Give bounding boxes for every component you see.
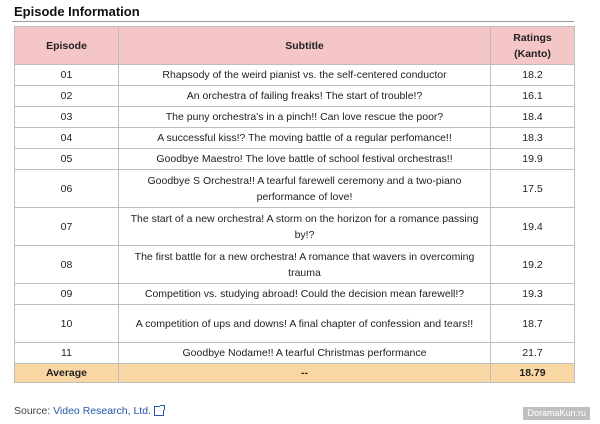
watermark: DoramaKun.ru (523, 407, 590, 420)
table-row (15, 65, 575, 86)
episode-rating: 19.2 (491, 246, 575, 284)
source-label: Source: (14, 405, 51, 417)
episode-subtitle: An orchestra of failing freaks! The start of trouble!? (119, 86, 491, 107)
table-header-row (15, 27, 575, 65)
table-row (15, 128, 575, 149)
episode-rating: 17.5 (491, 170, 575, 208)
episode-subtitle: Competition vs. studying abroad! Could the decision mean farewell!? (119, 284, 491, 305)
header-subtitle: Subtitle (119, 27, 491, 65)
episode-number: 11 (15, 343, 119, 364)
episode-number: 04 (15, 128, 119, 149)
episode-rating: 18.4 (491, 107, 575, 128)
table-row (15, 284, 575, 305)
episode-number: 10 (15, 305, 119, 343)
episode-subtitle: The puny orchestra's in a pinch!! Can love rescue the poor? (119, 107, 491, 128)
table-row (15, 170, 575, 208)
table-row (15, 305, 575, 343)
episode-subtitle: Goodbye Maestro! The love battle of school festival orchestras!! (119, 149, 491, 170)
episode-rating: 19.3 (491, 284, 575, 305)
episode-subtitle: Goodbye S Orchestra!! A tearful farewell ceremony and a two-piano performance of love! (119, 170, 491, 208)
header-ratings-line1: Ratings (513, 31, 552, 44)
table-row (15, 107, 575, 128)
episode-subtitle: The first battle for a new orchestra! A romance that wavers in overcoming trauma (119, 246, 491, 284)
episode-rating: 18.3 (491, 128, 575, 149)
episode-number: 09 (15, 284, 119, 305)
episode-number: 03 (15, 107, 119, 128)
episode-rating: 19.9 (491, 149, 575, 170)
episode-subtitle: Rhapsody of the weird pianist vs. the self-centered conductor (119, 65, 491, 86)
table-row (15, 208, 575, 246)
episode-number: 06 (15, 170, 119, 208)
average-label: Average (15, 364, 119, 383)
table-row (15, 149, 575, 170)
table-row (15, 86, 575, 107)
header-episode: Episode (15, 27, 119, 65)
episode-number: 02 (15, 86, 119, 107)
episode-rating: 16.1 (491, 86, 575, 107)
episode-rating: 21.7 (491, 343, 575, 364)
episode-number: 08 (15, 246, 119, 284)
episode-table (14, 26, 575, 383)
external-link-icon (154, 406, 164, 416)
title-divider (12, 21, 574, 22)
episode-rating: 18.7 (491, 305, 575, 343)
average-row (15, 364, 575, 383)
episode-subtitle: A successful kiss!? The moving battle of a regular perfomance!! (119, 128, 491, 149)
episode-rating: 18.2 (491, 65, 575, 86)
average-subtitle: -- (119, 364, 491, 383)
source-link[interactable] (53, 405, 164, 417)
episode-number: 01 (15, 65, 119, 86)
average-rating: 18.79 (491, 364, 575, 383)
episode-number: 07 (15, 208, 119, 246)
table-row (15, 343, 575, 364)
page-title: Episode Information (14, 4, 140, 19)
source-line (14, 405, 164, 417)
source-link-text: Video Research, Ltd. (53, 405, 151, 417)
episode-subtitle: A competition of ups and downs! A final chapter of confession and tears!! (119, 305, 491, 343)
episode-rating: 19.4 (491, 208, 575, 246)
header-ratings-line2: (Kanto) (514, 47, 551, 60)
table-row (15, 246, 575, 284)
episode-number: 05 (15, 149, 119, 170)
episode-subtitle: Goodbye Nodame!! A tearful Christmas performance (119, 343, 491, 364)
episode-subtitle: The start of a new orchestra! A storm on the horizon for a romance passing by!? (119, 208, 491, 246)
header-ratings (491, 27, 575, 65)
